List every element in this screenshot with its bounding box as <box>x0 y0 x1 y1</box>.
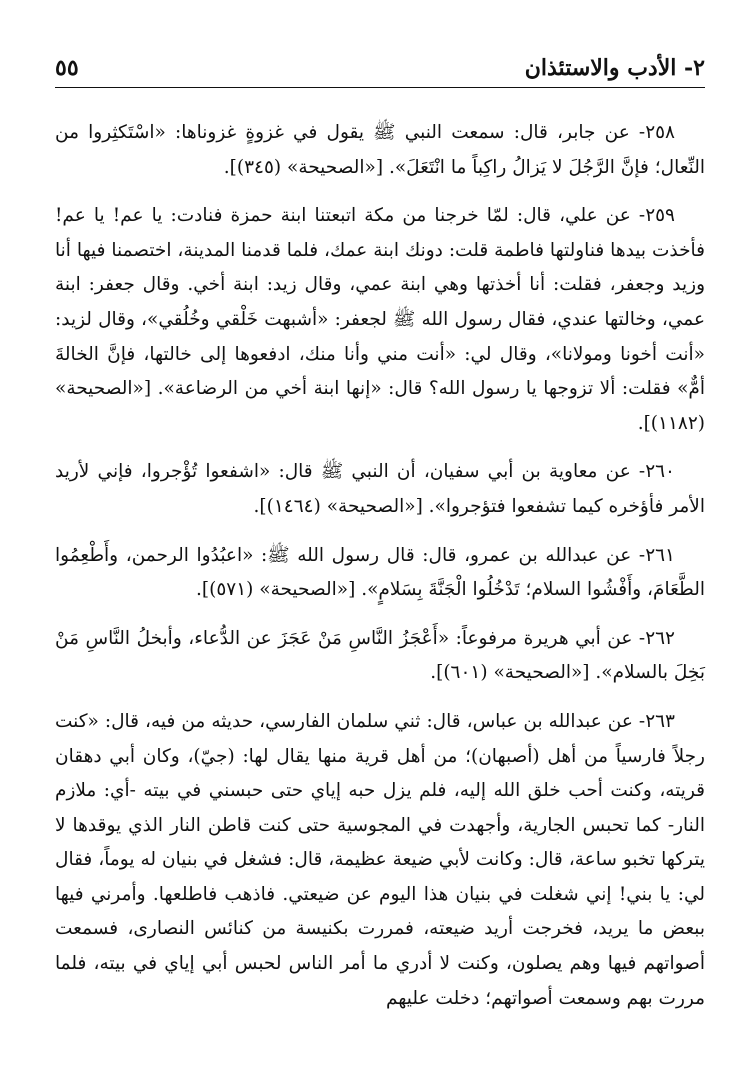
hadith-258: ٢٥٨- عن جابر، قال: سمعت النبي ﷺ يقول في غزوةٍ غزوناها: «اسْتَكثِروا من النِّعال؛ فإنَّ الرَّجُلَ لا يَزالُ راكِباً ما انْتَعَلَ». [«الصحيحة» (٣٤٥)]. <box>55 122 705 178</box>
hadith-262: ٢٦٢- عن أبي هريرة مرفوعاً: «أَعْجَزُ النَّاسِ مَنْ عَجَزَ عن الدُّعاء، وأبخلُ النَّاسِ مَنْ بَخِلَ بالسلام». [«الصحيحة» (٦٠١)]. <box>55 627 705 684</box>
page-header <box>55 40 705 88</box>
chapter-title: ٢- الأدب والاستئذان <box>524 55 705 81</box>
hadith-263: ٢٦٣- عن عبدالله بن عباس، قال: ثني سلمان الفارسي، حديثه من فيه، قال: «كنت رجلاً فارسياً من أهل (أصبهان)؛ من أهل قرية منها يقال لها: (جيّ)، وكان أبي دهقان قريته، وكنت أحب خلق الله إليه، فلم يزل حبه إياي حتى حبسني في بيته -أي: ملازم النار- كما تحبس الجارية، وأجهدت في المجوسية حتى كنت قاطن النار الذي يوقدها لا يتركها تخبو ساعة، قال: وكانت لأبي ضيعة عظيمة، قال: فشغل في بنيان له يوماً، فقال لي: يا بني! إني شغلت في بنيان هذا اليوم عن ضيعتي. فاذهب فاطلعها. وأمرني فيها ببعض ما يريد، فخرجت أريد ضيعته، فمررت بكنيسة من كنائس النصارى، فسمعت أصواتهم فيها وهم يصلون، وكنت لا أدري ما أمر الناس لحبس أبي إياي في بيته، فلما مررت بهم وسمعت أصواتهم؛ دخلت عليهم <box>55 710 705 1009</box>
hadith-259: ٢٥٩- عن علي، قال: لمّا خرجنا من مكة اتبعتنا ابنة حمزة فنادت: يا عم! يا عم! فأخذت بيدها فناولتها فاطمة قلت: دونك ابنة عمك، فلما قدمنا المدينة، اختصمنا فيها أنا وزيد وجعفر، فقلت: أنا أخذتها وهي ابنة عمي، وقال زيد: ابنة أخي. وقال جعفر: ابنة عمي، وخالتها عندي، فقال رسول الله ﷺ لجعفر: «أشبهت خَلْقي وخُلُقي»، وقال لزيد: «أنت أخونا ومولانا»، وقال لي: «أنت مني وأنا منك، ادفعوها إلى خالتها، فإنَّ الخالةَ أمٌّ» فقلت: ألا تزوجها يا رسول الله؟ قال: «إنها ابنة أخي من الرضاعة». [«الصحيحة» (١١٨٢)]. <box>55 205 705 434</box>
page-number: ٥٥ <box>55 55 79 81</box>
page-body <box>55 116 705 1016</box>
book-page <box>55 40 705 1080</box>
hadith-260: ٢٦٠- عن معاوية بن أبي سفيان، أن النبي ﷺ قال: «اشفعوا تُؤْجروا، فإني لأريد الأمر فأؤخره كيما تشفعوا فتؤجروا». [«الصحيحة» (١٤٦٤)]. <box>55 461 705 517</box>
hadith-261: ٢٦١- عن عبدالله بن عمرو، قال: قال رسول الله ﷺ: «اعبُدُوا الرحمن، وأَطْعِمُوا الطَّعَامَ، وأَفْشُوا السلام؛ تَدْخُلُوا الْجَنَّةَ بِسَلامٍ». [«الصحيحة» (٥٧١)]. <box>55 544 705 601</box>
